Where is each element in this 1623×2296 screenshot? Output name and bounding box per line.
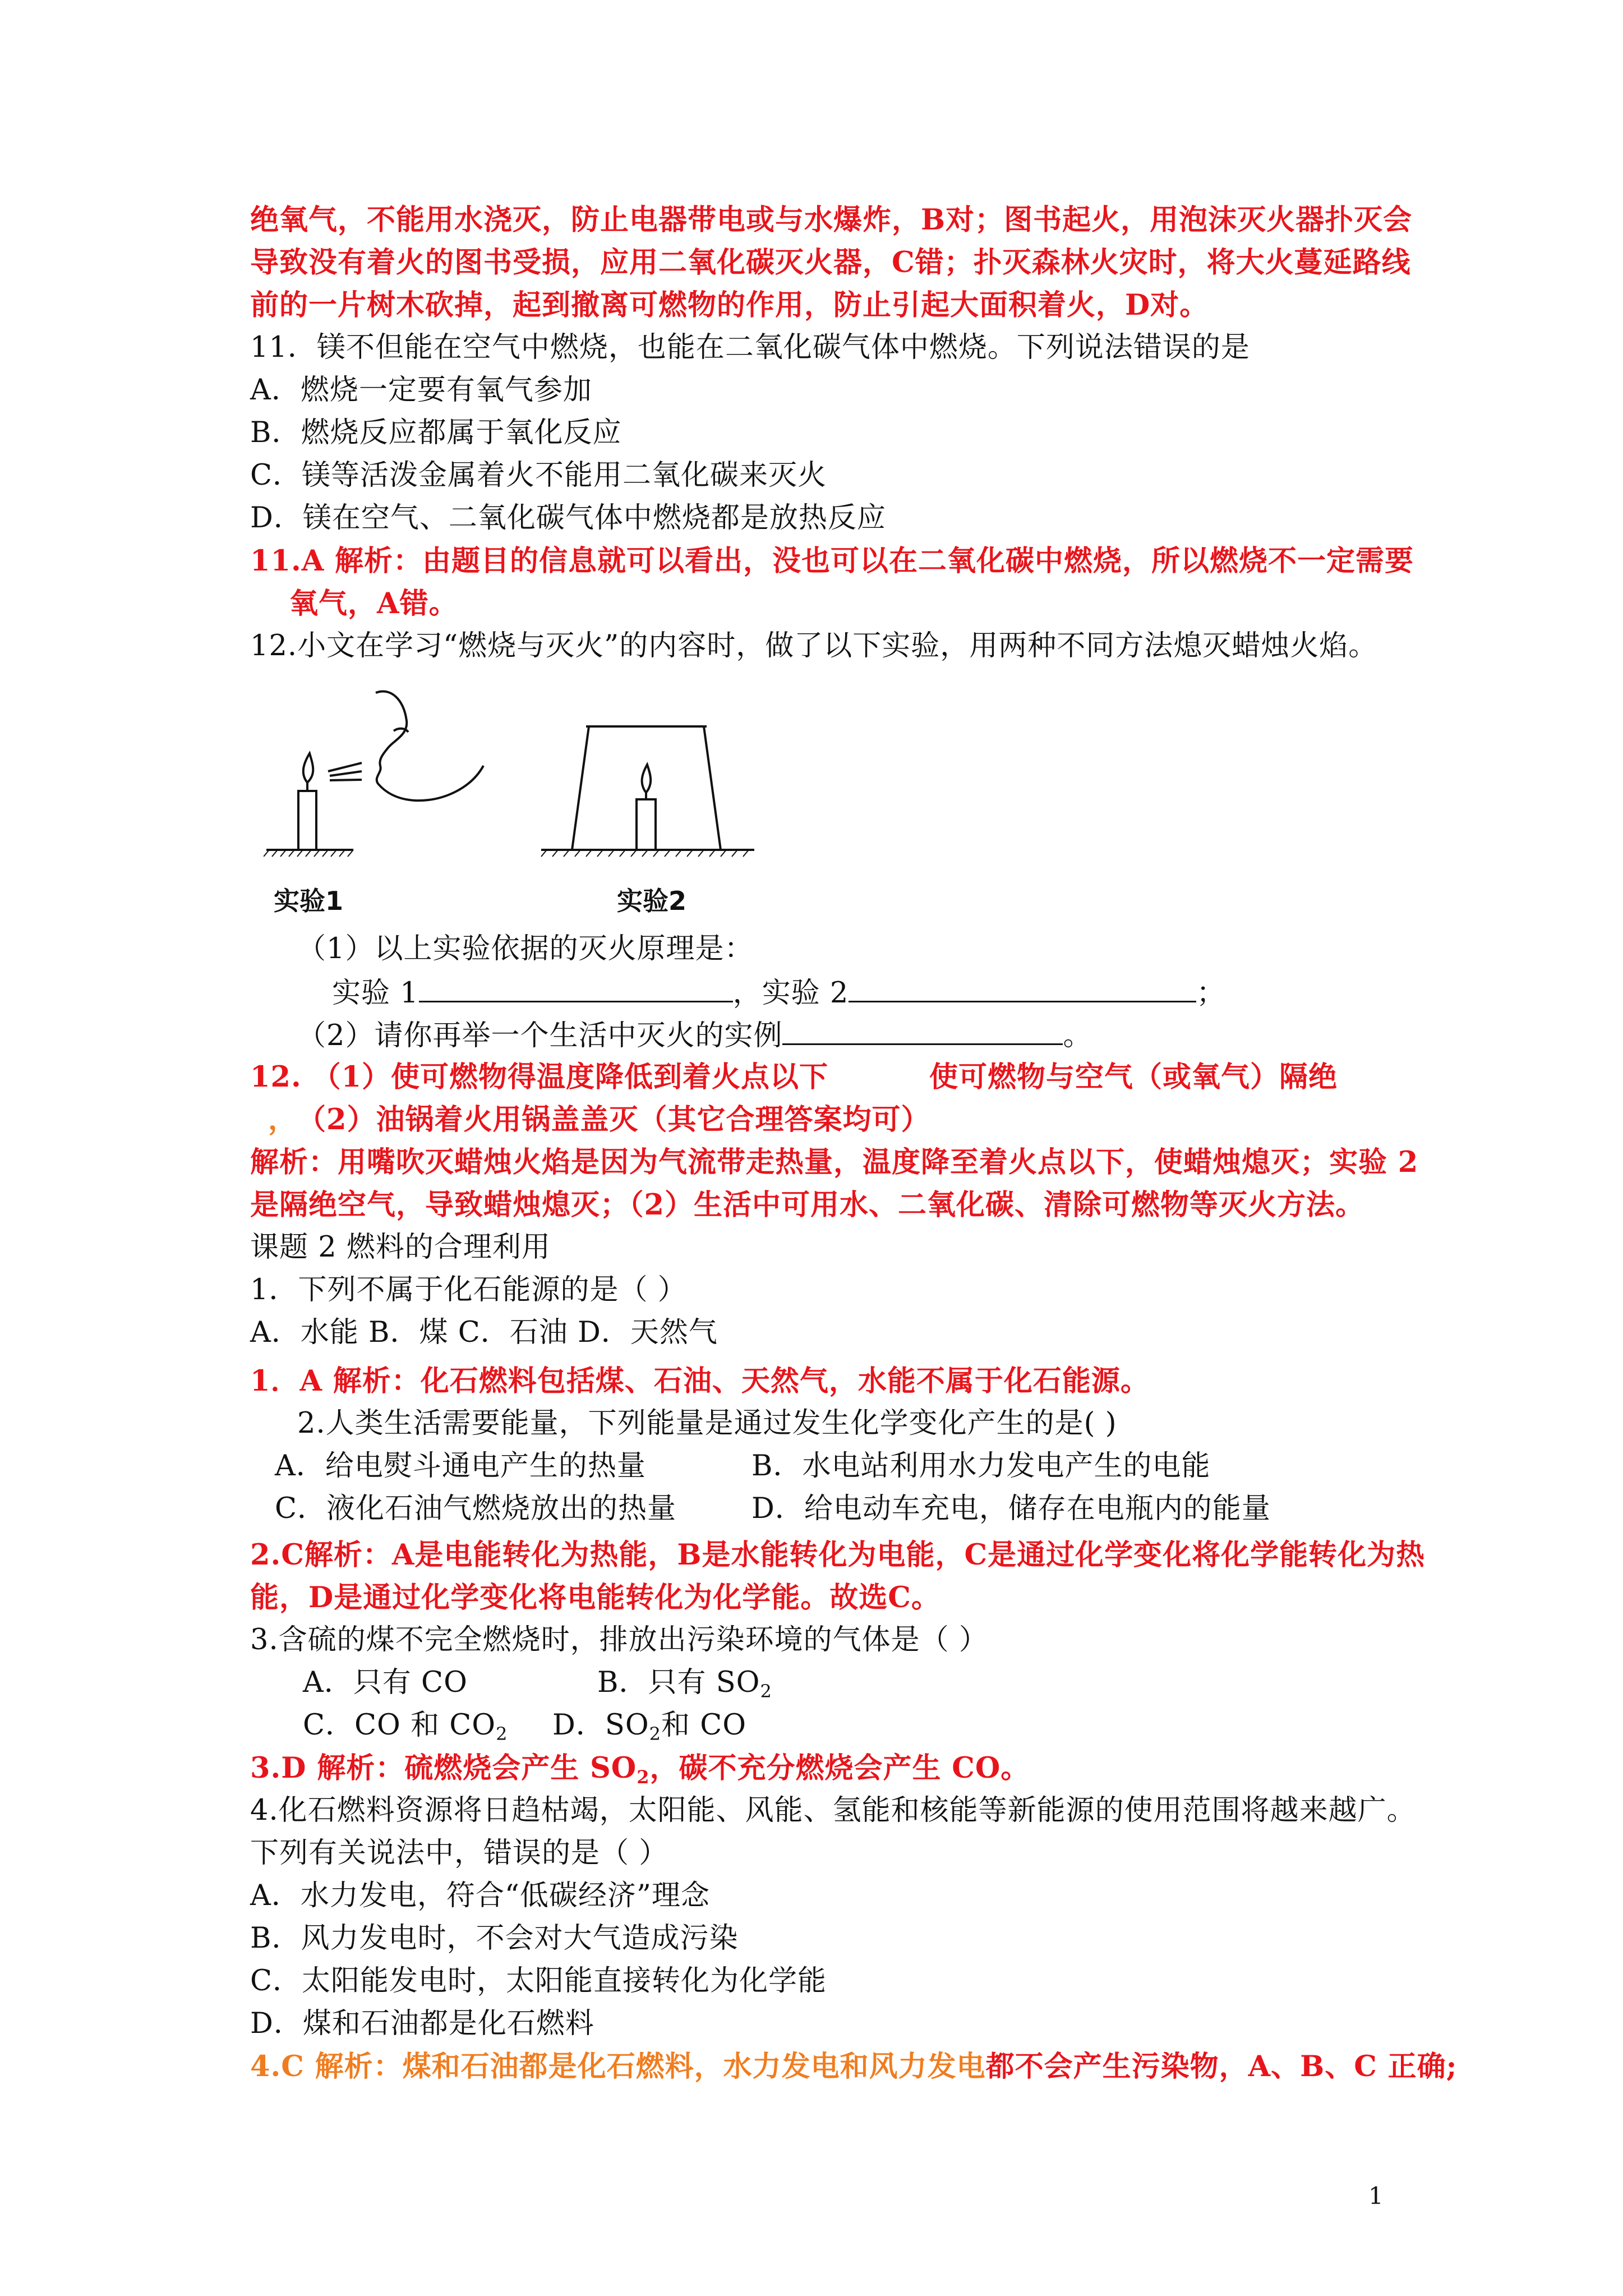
text-line: 前的一片树木砍掉，起到撤离可燃物的作用，防止引起大面积着火，D对。 [250, 288, 1209, 322]
question-4-option-a: A．水力发电，符合“低碳经济”理念 [250, 1879, 710, 1912]
question-4-cont: 下列有关说法中，错误的是（ ） [250, 1837, 668, 1870]
answer-12-line-1 [250, 1060, 1338, 1094]
question-1-options: A．水能 B．煤 C．石油 D．天然气 [250, 1316, 718, 1349]
question-3-option-a: A．只有 CO [303, 1666, 468, 1699]
answer-3-text-end: ，碳不充分燃烧会产生 CO。 [649, 1751, 1030, 1785]
sub-question-1: （1）以上实验依据的灭火原理是： [297, 932, 754, 965]
option-d: D．镁在空气、二氧化碳气体中燃烧都是放热反应 [250, 501, 886, 535]
answer-blank [419, 975, 733, 1002]
answer-blank [782, 1018, 1063, 1045]
option-a: A．燃烧一定要有氧气参加 [250, 374, 592, 407]
sub-question-2 [297, 1018, 1092, 1053]
answer-blank [849, 975, 1196, 1002]
subscript: 2 [649, 1723, 661, 1745]
page-number: 1 [1368, 2182, 1384, 2210]
option-d-text-end: 和 CO [661, 1709, 747, 1742]
answer-4-part-1: 4.C 解析：煤和石油都是化石燃料，水力发电和风力发电 [250, 2050, 986, 2083]
question-3-option-c [303, 1709, 508, 1745]
option-c-text: C．CO 和 CO [303, 1709, 496, 1742]
question-2-option-a: A．给电熨斗通电产生的热量 [275, 1450, 646, 1483]
option-d-text: D．SO [552, 1709, 649, 1742]
question-2: 2.人类生活需要能量，下列能量是通过发生化学变化产生的是( ) [297, 1407, 1117, 1440]
subscript: 2 [496, 1723, 508, 1745]
subscript: 2 [637, 1766, 650, 1788]
question-4-option-b: B．风力发电时，不会对大气造成污染 [250, 1922, 739, 1955]
experiment-2-prompt: ，实验 2 [732, 977, 849, 1010]
answer-11-cont: 氧气，A错。 [289, 587, 458, 620]
question-11: 11．镁不但能在空气中燃烧，也能在二氧化碳气体中燃烧。下列说法错误的是 [250, 331, 1250, 364]
answer-blanks-row [332, 975, 1225, 1010]
experiment-1-figure [264, 682, 505, 861]
stray-mark: ， [268, 1103, 297, 1137]
answer-4 [250, 2050, 1457, 2084]
answer-12-part-3: （2）油锅着火用锅盖盖灭（其它合理答案均可） [297, 1103, 930, 1137]
question-3-option-b [597, 1666, 772, 1700]
option-b-text: B．只有 SO [597, 1666, 760, 1699]
answer-12-line-2 [250, 1103, 930, 1137]
punctuation: ； [1196, 977, 1226, 1010]
question-4-option-d: D．煤和石油都是化石燃料 [250, 2007, 594, 2040]
option-c: C．镁等活泼金属着火不能用二氧化碳来灭火 [250, 459, 827, 492]
question-2-option-c: C．液化石油气燃烧放出的热量 [275, 1492, 677, 1525]
experiment-1-label: 实验1 [274, 886, 344, 916]
option-b: B．燃烧反应都属于氧化反应 [250, 416, 622, 449]
punctuation: 。 [1063, 1019, 1092, 1052]
answer-4-part-2: 都不会产生污染物，A、B、C 正确; [985, 2050, 1458, 2083]
sub-question-2-text: （2）请你再举一个生活中灭火的实例 [297, 1019, 783, 1052]
experiment-2-label: 实验2 [617, 886, 687, 916]
experiment-2-figure [538, 710, 763, 861]
question-1: 1．下列不属于化石能源的是（ ） [250, 1273, 687, 1306]
text-line: 绝氧气，不能用水浇灭，防止电器带电或与水爆炸，B对；图书起火，用泡沫灭火器扑灭会 [250, 203, 1413, 237]
question-3: 3.含硫的煤不完全燃烧时，排放出污染环境的气体是（ ） [250, 1623, 988, 1657]
question-12: 12.小文在学习“燃烧与灭火”的内容时，做了以下实验，用两种不同方法熄灭蜡烛火焰。 [250, 629, 1378, 662]
question-2-option-b: B．水电站利用水力发电产生的电能 [751, 1450, 1211, 1483]
analysis-12-line-2: 是隔绝空气，导致蜡烛熄灭；（2）生活中可用水、二氧化碳、清除可燃物等灭火方法。 [250, 1188, 1364, 1222]
answer-2-line-2: 能，D是通过化学变化将电能转化为化学能。故选C。 [250, 1581, 940, 1614]
question-4-option-c: C．太阳能发电时，太阳能直接转化为化学能 [250, 1964, 827, 1998]
answer-12-part-2: 使可燃物与空气（或氧气）隔绝 [929, 1060, 1338, 1094]
question-3-option-d [552, 1709, 747, 1745]
answer-2-line-1: 2.C解析：A是电能转化为热能，B是水能转化为电能，C是通过化学变化将化学能转化为热 [250, 1538, 1426, 1572]
analysis-12-line-1: 解析：用嘴吹灭蜡烛火焰是因为气流带走热量，温度降至着火点以下，使蜡烛熄灭；实验 2 [250, 1145, 1419, 1179]
answer-3-text: 3.D 解析：硫燃烧会产生 SO [250, 1751, 637, 1785]
subscript: 2 [760, 1681, 772, 1702]
answer-11: 11.A 解析：由题目的信息就可以看出，没也可以在二氧化碳中燃烧，所以燃烧不一定需要 [250, 544, 1414, 578]
experiment-1-prompt: 实验 1 [332, 977, 419, 1010]
question-2-option-d: D．给电动车充电，储存在电瓶内的能量 [751, 1492, 1271, 1525]
answer-3 [250, 1751, 1030, 1788]
answer-12-part-1: 12. （1）使可燃物得温度降低到着火点以下 [250, 1060, 828, 1094]
answer-1: 1．A 解析：化石燃料包括煤、石油、天然气，水能不属于化石能源。 [250, 1364, 1150, 1398]
text-line: 导致没有着火的图书受损，应用二氧化碳灭火器，C错；扑灭森林火灾时，将大火蔓延路线 [250, 246, 1411, 279]
section-title: 课题 2 燃料的合理利用 [250, 1231, 551, 1264]
question-4: 4.化石燃料资源将日趋枯竭，太阳能、风能、氢能和核能等新能源的使用范围将越来越广。 [250, 1794, 1416, 1827]
